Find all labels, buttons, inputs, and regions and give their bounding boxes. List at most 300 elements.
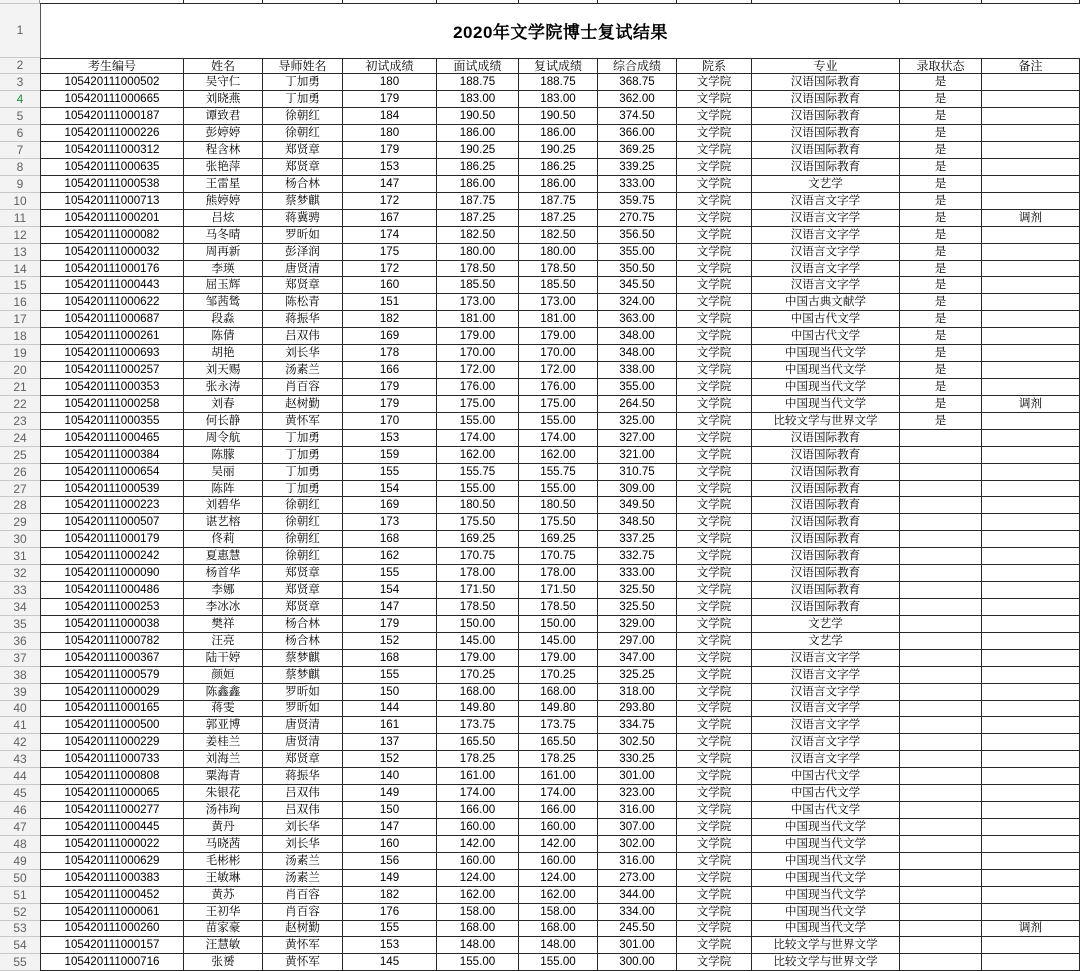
cell-admission-status[interactable]: 是 <box>900 74 982 91</box>
cell-name[interactable]: 邹茜鸶 <box>184 294 263 311</box>
cell-major[interactable]: 汉语言文字学 <box>752 244 900 261</box>
cell-admission-status[interactable] <box>900 464 982 481</box>
cell-department[interactable]: 文学院 <box>677 954 752 971</box>
cell-admission-status[interactable]: 是 <box>900 362 982 379</box>
cell-major[interactable]: 汉语国际教育 <box>752 531 900 548</box>
cell-initial-score[interactable]: 147 <box>343 176 437 193</box>
cell-name[interactable]: 刘天赐 <box>184 362 263 379</box>
cell-major[interactable]: 中国现当代文学 <box>752 853 900 870</box>
cell-supervisor[interactable]: 汤素兰 <box>263 362 343 379</box>
cell-admission-status[interactable] <box>900 819 982 836</box>
cell-admission-status[interactable] <box>900 802 982 819</box>
cell-interview-score[interactable]: 169.25 <box>437 531 519 548</box>
cell-major[interactable]: 中国古代文学 <box>752 311 900 328</box>
cell-interview-score[interactable]: 182.50 <box>437 227 519 244</box>
cell-remark[interactable] <box>982 430 1080 447</box>
cell-retest-score[interactable]: 172.00 <box>519 362 598 379</box>
cell-remark[interactable] <box>982 176 1080 193</box>
cell-supervisor[interactable]: 黄怀军 <box>263 413 343 430</box>
cell-remark[interactable] <box>982 684 1080 701</box>
cell-retest-score[interactable]: 160.00 <box>519 819 598 836</box>
cell-department[interactable]: 文学院 <box>677 227 752 244</box>
cell-initial-score[interactable]: 168 <box>343 531 437 548</box>
cell-initial-score[interactable]: 152 <box>343 751 437 768</box>
cell-department[interactable]: 文学院 <box>677 734 752 751</box>
cell-candidate-id[interactable]: 105420111000082 <box>40 227 184 244</box>
cell-admission-status[interactable]: 是 <box>900 176 982 193</box>
cell-candidate-id[interactable]: 105420111000539 <box>40 481 184 498</box>
cell-interview-score[interactable]: 155.00 <box>437 413 519 430</box>
cell-candidate-id[interactable]: 105420111000538 <box>40 176 184 193</box>
row-number[interactable]: 8 <box>0 159 40 176</box>
cell-major[interactable]: 文艺学 <box>752 633 900 650</box>
cell-interview-score[interactable]: 180.50 <box>437 497 519 514</box>
cell-interview-score[interactable]: 170.75 <box>437 548 519 565</box>
cell-initial-score[interactable]: 170 <box>343 413 437 430</box>
cell-remark[interactable] <box>982 633 1080 650</box>
cell-name[interactable]: 刘碧华 <box>184 497 263 514</box>
cell-major[interactable]: 中国现当代文学 <box>752 870 900 887</box>
cell-candidate-id[interactable]: 105420111000665 <box>40 91 184 108</box>
cell-department[interactable]: 文学院 <box>677 176 752 193</box>
cell-supervisor[interactable]: 赵树勤 <box>263 396 343 413</box>
cell-name[interactable]: 毛彬彬 <box>184 853 263 870</box>
cell-department[interactable]: 文学院 <box>677 616 752 633</box>
cell-total-score[interactable]: 270.75 <box>598 210 677 227</box>
cell-supervisor[interactable]: 汤素兰 <box>263 870 343 887</box>
cell-department[interactable]: 文学院 <box>677 481 752 498</box>
cell-name[interactable]: 刘春 <box>184 396 263 413</box>
cell-total-score[interactable]: 264.50 <box>598 396 677 413</box>
cell-remark[interactable] <box>982 870 1080 887</box>
cell-department[interactable]: 文学院 <box>677 853 752 870</box>
cell-retest-score[interactable]: 186.00 <box>519 125 598 142</box>
cell-supervisor[interactable]: 丁加勇 <box>263 91 343 108</box>
cell-interview-score[interactable]: 168.00 <box>437 921 519 938</box>
cell-candidate-id[interactable]: 105420111000065 <box>40 785 184 802</box>
cell-total-score[interactable]: 245.50 <box>598 921 677 938</box>
cell-remark[interactable] <box>982 91 1080 108</box>
cell-department[interactable]: 文学院 <box>677 802 752 819</box>
cell-retest-score[interactable]: 145.00 <box>519 633 598 650</box>
cell-admission-status[interactable] <box>900 937 982 954</box>
column-header-initial-score[interactable]: 初试成绩 <box>343 58 437 75</box>
cell-retest-score[interactable]: 155.00 <box>519 954 598 971</box>
cell-interview-score[interactable]: 160.00 <box>437 853 519 870</box>
cell-total-score[interactable]: 348.50 <box>598 514 677 531</box>
cell-admission-status[interactable]: 是 <box>900 379 982 396</box>
cell-initial-score[interactable]: 147 <box>343 819 437 836</box>
cell-admission-status[interactable] <box>900 616 982 633</box>
cell-initial-score[interactable]: 173 <box>343 514 437 531</box>
cell-department[interactable]: 文学院 <box>677 836 752 853</box>
cell-retest-score[interactable]: 179.00 <box>519 328 598 345</box>
cell-remark[interactable]: 调剂 <box>982 921 1080 938</box>
cell-retest-score[interactable]: 186.00 <box>519 176 598 193</box>
cell-admission-status[interactable]: 是 <box>900 345 982 362</box>
cell-major[interactable]: 汉语国际教育 <box>752 599 900 616</box>
cell-candidate-id[interactable]: 105420111000242 <box>40 548 184 565</box>
row-number[interactable]: 39 <box>0 684 40 701</box>
cell-retest-score[interactable]: 182.50 <box>519 227 598 244</box>
cell-department[interactable]: 文学院 <box>677 447 752 464</box>
cell-total-score[interactable]: 330.25 <box>598 751 677 768</box>
cell-total-score[interactable]: 355.00 <box>598 379 677 396</box>
cell-major[interactable]: 比较文学与世界文学 <box>752 413 900 430</box>
cell-major[interactable]: 汉语言文字学 <box>752 667 900 684</box>
cell-major[interactable]: 汉语国际教育 <box>752 430 900 447</box>
cell-remark[interactable] <box>982 108 1080 125</box>
cell-remark[interactable] <box>982 548 1080 565</box>
cell-total-score[interactable]: 359.75 <box>598 193 677 210</box>
cell-retest-score[interactable]: 170.75 <box>519 548 598 565</box>
cell-retest-score[interactable]: 188.75 <box>519 74 598 91</box>
cell-remark[interactable] <box>982 802 1080 819</box>
cell-total-score[interactable]: 321.00 <box>598 447 677 464</box>
row-number[interactable]: 53 <box>0 921 40 938</box>
cell-name[interactable]: 陈阵 <box>184 481 263 498</box>
cell-initial-score[interactable]: 150 <box>343 684 437 701</box>
cell-remark[interactable] <box>982 717 1080 734</box>
cell-interview-score[interactable]: 178.25 <box>437 751 519 768</box>
cell-name[interactable]: 陈鑫鑫 <box>184 684 263 701</box>
cell-supervisor[interactable]: 丁加勇 <box>263 447 343 464</box>
cell-admission-status[interactable] <box>900 497 982 514</box>
cell-candidate-id[interactable]: 105420111000713 <box>40 193 184 210</box>
cell-supervisor[interactable]: 罗昕如 <box>263 227 343 244</box>
cell-total-score[interactable]: 369.25 <box>598 142 677 159</box>
cell-candidate-id[interactable]: 105420111000465 <box>40 430 184 447</box>
cell-name[interactable]: 刘海兰 <box>184 751 263 768</box>
cell-remark[interactable]: 调剂 <box>982 396 1080 413</box>
cell-department[interactable]: 文学院 <box>677 887 752 904</box>
row-number[interactable]: 45 <box>0 785 40 802</box>
row-number[interactable]: 23 <box>0 413 40 430</box>
cell-name[interactable]: 粟海青 <box>184 768 263 785</box>
cell-candidate-id[interactable]: 105420111000693 <box>40 345 184 362</box>
column-header-interview-score[interactable]: 面试成绩 <box>437 58 519 75</box>
cell-remark[interactable] <box>982 227 1080 244</box>
row-number[interactable]: 12 <box>0 227 40 244</box>
cell-interview-score[interactable]: 188.75 <box>437 74 519 91</box>
cell-interview-score[interactable]: 155.00 <box>437 954 519 971</box>
cell-total-score[interactable]: 293.80 <box>598 701 677 718</box>
cell-department[interactable]: 文学院 <box>677 768 752 785</box>
cell-total-score[interactable]: 333.00 <box>598 176 677 193</box>
cell-major[interactable]: 中国现当代文学 <box>752 379 900 396</box>
cell-major[interactable]: 中国现当代文学 <box>752 904 900 921</box>
cell-supervisor[interactable]: 徐朝红 <box>263 497 343 514</box>
cell-department[interactable]: 文学院 <box>677 684 752 701</box>
cell-supervisor[interactable]: 吕双伟 <box>263 802 343 819</box>
cell-interview-score[interactable]: 181.00 <box>437 311 519 328</box>
cell-candidate-id[interactable]: 105420111000090 <box>40 565 184 582</box>
cell-supervisor[interactable]: 杨合林 <box>263 176 343 193</box>
cell-retest-score[interactable]: 158.00 <box>519 904 598 921</box>
cell-interview-score[interactable]: 155.75 <box>437 464 519 481</box>
cell-initial-score[interactable]: 150 <box>343 802 437 819</box>
cell-major[interactable]: 汉语言文字学 <box>752 277 900 294</box>
cell-remark[interactable] <box>982 159 1080 176</box>
cell-name[interactable]: 蒋雯 <box>184 701 263 718</box>
cell-total-score[interactable]: 325.50 <box>598 582 677 599</box>
cell-remark[interactable] <box>982 565 1080 582</box>
row-number[interactable]: 20 <box>0 362 40 379</box>
row-number[interactable]: 31 <box>0 548 40 565</box>
cell-name[interactable]: 陆干婷 <box>184 650 263 667</box>
cell-admission-status[interactable] <box>900 430 982 447</box>
cell-remark[interactable] <box>982 853 1080 870</box>
cell-interview-score[interactable]: 145.00 <box>437 633 519 650</box>
cell-initial-score[interactable]: 167 <box>343 210 437 227</box>
cell-name[interactable]: 胡艳 <box>184 345 263 362</box>
row-number[interactable]: 24 <box>0 430 40 447</box>
cell-department[interactable]: 文学院 <box>677 379 752 396</box>
cell-supervisor[interactable]: 黄怀军 <box>263 954 343 971</box>
cell-admission-status[interactable]: 是 <box>900 294 982 311</box>
cell-supervisor[interactable]: 蔡梦麒 <box>263 667 343 684</box>
row-number[interactable]: 55 <box>0 954 40 971</box>
cell-supervisor[interactable]: 罗昕如 <box>263 684 343 701</box>
cell-initial-score[interactable]: 155 <box>343 667 437 684</box>
cell-supervisor[interactable]: 丁加勇 <box>263 74 343 91</box>
cell-major[interactable]: 汉语国际教育 <box>752 159 900 176</box>
cell-retest-score[interactable]: 142.00 <box>519 836 598 853</box>
cell-initial-score[interactable]: 145 <box>343 954 437 971</box>
cell-name[interactable]: 朱银花 <box>184 785 263 802</box>
cell-major[interactable]: 汉语国际教育 <box>752 481 900 498</box>
cell-candidate-id[interactable]: 105420111000733 <box>40 751 184 768</box>
cell-admission-status[interactable] <box>900 734 982 751</box>
cell-initial-score[interactable]: 178 <box>343 345 437 362</box>
row-number[interactable]: 25 <box>0 447 40 464</box>
cell-total-score[interactable]: 344.00 <box>598 887 677 904</box>
cell-supervisor[interactable]: 刘长华 <box>263 819 343 836</box>
cell-interview-score[interactable]: 179.00 <box>437 328 519 345</box>
cell-admission-status[interactable] <box>900 836 982 853</box>
cell-initial-score[interactable]: 182 <box>343 887 437 904</box>
cell-supervisor[interactable]: 肖百容 <box>263 904 343 921</box>
cell-interview-score[interactable]: 172.00 <box>437 362 519 379</box>
cell-name[interactable]: 吕炫 <box>184 210 263 227</box>
cell-admission-status[interactable] <box>900 785 982 802</box>
cell-major[interactable]: 中国现当代文学 <box>752 396 900 413</box>
row-number[interactable]: 2 <box>0 58 40 75</box>
cell-initial-score[interactable]: 155 <box>343 464 437 481</box>
row-number[interactable]: 11 <box>0 210 40 227</box>
cell-supervisor[interactable]: 郑贤章 <box>263 142 343 159</box>
row-number[interactable]: 27 <box>0 481 40 498</box>
cell-total-score[interactable]: 348.00 <box>598 328 677 345</box>
cell-name[interactable]: 王敏琳 <box>184 870 263 887</box>
cell-admission-status[interactable]: 是 <box>900 227 982 244</box>
cell-department[interactable]: 文学院 <box>677 921 752 938</box>
cell-supervisor[interactable]: 蔡梦麒 <box>263 193 343 210</box>
cell-retest-score[interactable]: 179.00 <box>519 650 598 667</box>
cell-remark[interactable] <box>982 836 1080 853</box>
cell-supervisor[interactable]: 蔡梦麒 <box>263 650 343 667</box>
cell-initial-score[interactable]: 162 <box>343 548 437 565</box>
row-number[interactable]: 1 <box>0 4 40 58</box>
cell-department[interactable]: 文学院 <box>677 464 752 481</box>
cell-admission-status[interactable] <box>900 954 982 971</box>
cell-department[interactable]: 文学院 <box>677 311 752 328</box>
cell-supervisor[interactable]: 郑贤章 <box>263 277 343 294</box>
cell-name[interactable]: 吴守仁 <box>184 74 263 91</box>
cell-department[interactable]: 文学院 <box>677 210 752 227</box>
row-number[interactable]: 9 <box>0 176 40 193</box>
cell-supervisor[interactable]: 郑贤章 <box>263 582 343 599</box>
cell-initial-score[interactable]: 174 <box>343 227 437 244</box>
cell-retest-score[interactable]: 170.00 <box>519 345 598 362</box>
cell-major[interactable]: 汉语国际教育 <box>752 447 900 464</box>
cell-retest-score[interactable]: 170.25 <box>519 667 598 684</box>
cell-remark[interactable] <box>982 734 1080 751</box>
cell-major[interactable]: 汉语言文字学 <box>752 751 900 768</box>
cell-name[interactable]: 彭婷婷 <box>184 125 263 142</box>
cell-department[interactable]: 文学院 <box>677 125 752 142</box>
cell-supervisor[interactable]: 蒋振华 <box>263 768 343 785</box>
cell-supervisor[interactable]: 罗昕如 <box>263 701 343 718</box>
cell-admission-status[interactable] <box>900 701 982 718</box>
cell-name[interactable]: 汪慧敏 <box>184 937 263 954</box>
cell-candidate-id[interactable]: 105420111000716 <box>40 954 184 971</box>
cell-interview-score[interactable]: 162.00 <box>437 447 519 464</box>
cell-total-score[interactable]: 302.00 <box>598 836 677 853</box>
cell-department[interactable]: 文学院 <box>677 514 752 531</box>
cell-total-score[interactable]: 300.00 <box>598 954 677 971</box>
cell-candidate-id[interactable]: 105420111000061 <box>40 904 184 921</box>
cell-candidate-id[interactable]: 105420111000443 <box>40 277 184 294</box>
cell-retest-score[interactable]: 150.00 <box>519 616 598 633</box>
cell-major[interactable]: 汉语国际教育 <box>752 142 900 159</box>
cell-total-score[interactable]: 318.00 <box>598 684 677 701</box>
cell-total-score[interactable]: 349.50 <box>598 497 677 514</box>
row-number[interactable]: 10 <box>0 193 40 210</box>
cell-retest-score[interactable]: 166.00 <box>519 802 598 819</box>
cell-candidate-id[interactable]: 105420111000038 <box>40 616 184 633</box>
cell-admission-status[interactable]: 是 <box>900 244 982 261</box>
cell-candidate-id[interactable]: 105420111000445 <box>40 819 184 836</box>
cell-major[interactable]: 汉语国际教育 <box>752 548 900 565</box>
cell-total-score[interactable]: 356.50 <box>598 227 677 244</box>
cell-remark[interactable] <box>982 616 1080 633</box>
cell-candidate-id[interactable]: 105420111000355 <box>40 413 184 430</box>
cell-admission-status[interactable]: 是 <box>900 277 982 294</box>
cell-retest-score[interactable]: 190.50 <box>519 108 598 125</box>
cell-admission-status[interactable]: 是 <box>900 125 982 142</box>
cell-retest-score[interactable]: 168.00 <box>519 684 598 701</box>
cell-name[interactable]: 程含林 <box>184 142 263 159</box>
cell-department[interactable]: 文学院 <box>677 142 752 159</box>
cell-retest-score[interactable]: 155.75 <box>519 464 598 481</box>
cell-name[interactable]: 樊祥 <box>184 616 263 633</box>
row-number[interactable]: 5 <box>0 108 40 125</box>
cell-admission-status[interactable]: 是 <box>900 210 982 227</box>
cell-retest-score[interactable]: 124.00 <box>519 870 598 887</box>
cell-initial-score[interactable]: 156 <box>343 853 437 870</box>
cell-supervisor[interactable]: 肖百容 <box>263 379 343 396</box>
row-number[interactable]: 33 <box>0 582 40 599</box>
cell-initial-score[interactable]: 137 <box>343 734 437 751</box>
cell-name[interactable]: 王雷星 <box>184 176 263 193</box>
cell-total-score[interactable]: 302.50 <box>598 734 677 751</box>
cell-major[interactable]: 汉语国际教育 <box>752 582 900 599</box>
cell-supervisor[interactable]: 蒋冀骋 <box>263 210 343 227</box>
cell-remark[interactable] <box>982 768 1080 785</box>
cell-supervisor[interactable]: 郑贤章 <box>263 159 343 176</box>
cell-name[interactable]: 李冰冰 <box>184 599 263 616</box>
cell-name[interactable]: 黄苏 <box>184 887 263 904</box>
cell-supervisor[interactable]: 丁加勇 <box>263 464 343 481</box>
cell-admission-status[interactable]: 是 <box>900 328 982 345</box>
row-number[interactable]: 35 <box>0 616 40 633</box>
row-number[interactable]: 54 <box>0 937 40 954</box>
cell-major[interactable]: 中国现当代文学 <box>752 887 900 904</box>
cell-total-score[interactable]: 316.00 <box>598 802 677 819</box>
cell-retest-score[interactable]: 155.00 <box>519 481 598 498</box>
row-number[interactable]: 15 <box>0 277 40 294</box>
cell-candidate-id[interactable]: 105420111000229 <box>40 734 184 751</box>
cell-name[interactable]: 刘晓燕 <box>184 91 263 108</box>
cell-interview-score[interactable]: 187.25 <box>437 210 519 227</box>
cell-candidate-id[interactable]: 105420111000165 <box>40 701 184 718</box>
cell-total-score[interactable]: 348.00 <box>598 345 677 362</box>
cell-major[interactable]: 比较文学与世界文学 <box>752 937 900 954</box>
cell-name[interactable]: 苗家豪 <box>184 921 263 938</box>
cell-name[interactable]: 陈朦 <box>184 447 263 464</box>
cell-major[interactable]: 汉语言文字学 <box>752 717 900 734</box>
cell-total-score[interactable]: 327.00 <box>598 430 677 447</box>
cell-supervisor[interactable]: 黄怀军 <box>263 937 343 954</box>
cell-candidate-id[interactable]: 105420111000507 <box>40 514 184 531</box>
cell-initial-score[interactable]: 155 <box>343 921 437 938</box>
row-number[interactable]: 19 <box>0 345 40 362</box>
cell-remark[interactable] <box>982 701 1080 718</box>
cell-candidate-id[interactable]: 105420111000029 <box>40 684 184 701</box>
cell-initial-score[interactable]: 179 <box>343 142 437 159</box>
cell-admission-status[interactable]: 是 <box>900 413 982 430</box>
cell-name[interactable]: 屈玉辉 <box>184 277 263 294</box>
cell-department[interactable]: 文学院 <box>677 701 752 718</box>
cell-retest-score[interactable]: 161.00 <box>519 768 598 785</box>
row-number[interactable]: 52 <box>0 904 40 921</box>
row-number[interactable]: 16 <box>0 294 40 311</box>
cell-name[interactable]: 佟莉 <box>184 531 263 548</box>
cell-candidate-id[interactable]: 105420111000223 <box>40 497 184 514</box>
cell-total-score[interactable]: 273.00 <box>598 870 677 887</box>
cell-candidate-id[interactable]: 105420111000500 <box>40 717 184 734</box>
cell-candidate-id[interactable]: 105420111000367 <box>40 650 184 667</box>
row-number[interactable]: 21 <box>0 379 40 396</box>
cell-name[interactable]: 段淼 <box>184 311 263 328</box>
cell-name[interactable]: 吴丽 <box>184 464 263 481</box>
cell-admission-status[interactable] <box>900 921 982 938</box>
cell-supervisor[interactable]: 肖百容 <box>263 887 343 904</box>
cell-remark[interactable] <box>982 413 1080 430</box>
cell-total-score[interactable]: 347.00 <box>598 650 677 667</box>
cell-candidate-id[interactable]: 105420111000179 <box>40 531 184 548</box>
cell-interview-score[interactable]: 160.00 <box>437 819 519 836</box>
cell-initial-score[interactable]: 160 <box>343 277 437 294</box>
row-number[interactable]: 50 <box>0 870 40 887</box>
cell-major[interactable]: 比较文学与世界文学 <box>752 954 900 971</box>
cell-major[interactable]: 文艺学 <box>752 616 900 633</box>
cell-initial-score[interactable]: 151 <box>343 294 437 311</box>
cell-admission-status[interactable]: 是 <box>900 311 982 328</box>
cell-interview-score[interactable]: 165.50 <box>437 734 519 751</box>
cell-department[interactable]: 文学院 <box>677 108 752 125</box>
